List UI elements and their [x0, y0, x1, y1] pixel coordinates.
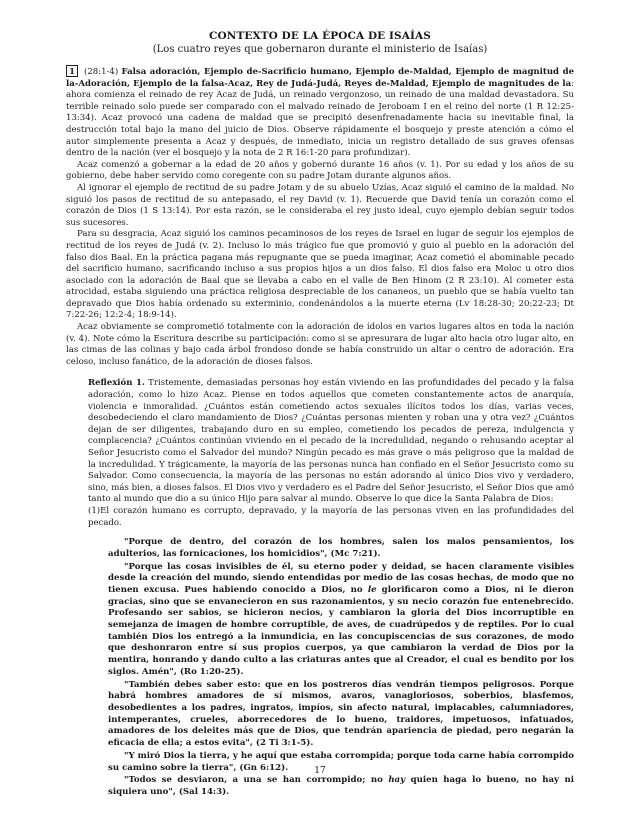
- reflection-label: Reflexión 1.: [88, 378, 145, 389]
- scripture-quote: [108, 562, 574, 679]
- reflection-point: [88, 506, 574, 529]
- quote-italic: hay: [388, 775, 406, 786]
- quote-text: "Todos se desviaron, a una se han corrompido; no: [124, 775, 389, 786]
- point-number: (1): [88, 505, 101, 516]
- reflection-paragraph: [88, 378, 574, 506]
- intro-text: : ahora comienza el reinado de rey Acaz de Judá, un reinado vergonzoso, un reinado de una maldad devastadora. Su terrible reinado solo puede ser comparado con el malvado reinado de Jeroboam I en el reino del norte (1 R 12:25-13:34). Acaz provocó una cadena de maldad que se precipitó desenfrenadamente hacia su inevitable final, la destrucción total bajo la mano del juicio de Dios. Observe rápidamente el bosquejo y preste atención a cómo el autor simplemente presenta a Acaz y después, de inmediato, inicia un registro detallado de sus graves ofensas dentro de la nación (ver el bosquejo y la nota de 2 R 16:1-20 para profundizar).: [66, 78, 574, 159]
- reflection-block: [88, 378, 574, 529]
- note-number-badge: 1: [66, 65, 78, 77]
- scripture-quote: [108, 775, 574, 798]
- page-title: CONTEXTO DE LA ÉPOCA DE ISAÍAS: [209, 30, 431, 42]
- scripture-quote: [108, 537, 574, 560]
- scripture-reference: (28:1-4): [84, 67, 122, 77]
- quote-italic: le: [367, 584, 377, 595]
- section-intro-paragraph: [66, 65, 574, 160]
- body-paragraph: Para su desgracia, Acaz siguió los caminos pecaminosos de los reyes de Israel en lugar de seguir los ejemplos de rectitud de los reyes de Judá (v. 2). Incluso lo más trágico fue que promovió y guio al pueblo en la adoración del falso dios Baal. En la práctica pagana más repugnante que se pueda imaginar, Acaz cometió el abominable pecado del sacrificio humano, sacrificando incluso a sus propios hijos a un dios falso. El dios falso era Moloc u otro dios asociado con la adoración de Baal que se llevaba a cabo en el valle de Ben Hinom (2 R 23:10). Al cometer esta atrocidad, estaba siguiendo una práctica religiosa despreciable de los cananeos, un pueblo que se había vuelto tan depravado que Dios había ordenado su exterminio, condenándolos a la muerte eterna (Lv 18:28-30; 20:22-23; Dt 7:22-26; 12:2-4; 18:9-14).: [66, 229, 574, 321]
- body-paragraph: Al ignorar el ejemplo de rectitud de su padre Jotam y de su abuelo Uzías, Acaz siguió el camino de la maldad. No siguió los pasos de rectitud de su antepasado, el rey David (v. 1). Recuerde que David tenía un corazón como el corazón de Dios (1 S 13:14). Por esta razón, se le consideraba el rey justo ideal, cuyo ejemplo debían seguir todos sus sucesores.: [66, 182, 574, 228]
- quote-text: "Porque de dentro, del corazón de los hombres, salen los malos pensamientos, los adulterios, las fornicaciones, los homicidios", (Mc 7:21).: [108, 537, 574, 559]
- quote-text: "También debes saber esto: que en los postreros días vendrán tiempos peligrosos. Porque habrá hombres amadores de sí mismos, avaros, vanagloriosos, soberbios, blasfemos, desobedientes a los padres, ingratos, impíos, sin afecto natural, implacables, calumniadores, intemperantes, crueles, aborrecedores de lo bueno, traidores, impetuosos, infatuados, amadores de los deleites más que de Dios, que tendrán apariencia de piedad, pero negarán la eficacia de ella; a estos evita", (2 Ti 3:1-5).: [108, 679, 574, 749]
- body-paragraph: Acaz comenzó a gobernar a la edad de 20 años y gobernó durante 16 años (v. 1). Por su edad y los años de su gobierno, debe haber servido como coregente con su padre Jotam durante algunos años.: [66, 159, 574, 182]
- document-page: [66, 30, 574, 799]
- quote-text: "Y miró Dios la tierra, y he aquí que estaba corrompida; porque toda carne había corrompido su camino sobre la tierra", (Gn 6:12).: [108, 750, 574, 773]
- body-paragraph: Acaz obviamente se comprometió totalmente con la adoración de ídolos en varios lugares altos en toda la nación (v. 4). Note cómo la Escritura describe su participación: como si se apresurara de lugar alto hacia otro lugar alto, en las cimas de las colinas y bajo cada árbol frondoso donde se había construido un altar o centro de adoración. Era celoso, incluso fanático, de la adoración de dioses falsos.: [66, 322, 574, 367]
- quote-text: quien haga lo bueno, no hay ni siquiera uno", (Sal 14:3).: [108, 775, 574, 797]
- quote-text: "Porque las cosas invisibles de él, su eterno poder y deidad, se hacen claramente visibles desde la creación del mundo, siendo entendidas por medio de las cosas hechas, de modo que no tienen excusa. Pues habiendo conocido a Dios, no: [108, 561, 574, 595]
- point-text: El corazón humano es corrupto, depravado, y la mayoría de las personas viven en las profundidades del pecado.: [88, 505, 574, 528]
- page-subtitle: (Los cuatro reyes que gobernaron durante el ministerio de Isaías): [152, 44, 488, 55]
- page-number: 17: [314, 766, 326, 776]
- reflection-text: Tristemente, demasiadas personas hoy están viviendo en las profundidades del pecado y la falsa adoración, como lo hizo Acaz. Piense en todos aquellos que cometen constantemente actos de anarquía, violencia e inmoralidad. ¿Cuántos están cometiendo actos sexuales ilícitos todos los días, varias veces, desobedeciendo el claro mandamiento de Dios? ¿Cuántas personas mienten y roban una y otra vez? ¿Cuántos dejan de ser diligentes, trabajando duro en su empleo, cometiendo los pecados de pereza, indulgencia y complacencia? ¿Cuántos continúan viviendo en el pecado de la incredulidad, negando o rehusando aceptar al Señor Jesucristo como el Salvador del mundo? Ningún pecado es más grave o más peligroso que la maldad de la incredulidad. Y trágicamente, la mayoría de las personas nunca han confiado en el Señor Jesucristo como su Salvador. Como consecuencia, la mayoría de las personas no están adorando al único Dios vivo y verdadero, sino, más bien, a dioses falsos. El Dios vivo y verdadero es el Padre del Señor Jesucristo, el Señor Dios que amó tanto al mundo que dio a su único Hijo para salvar al mundo. Observe lo que dice la Santa Palabra de Dios:: [88, 378, 574, 505]
- topic-keywords: Falsa adoración, Ejemplo de-Sacrificio humano, Ejemplo de-Maldad, Ejemplo de magnitud de la-Adoración, Ejemplo de la falsa-Acaz, Rey de Judá-Judá, Reyes de-Maldad, Ejemplo de magnitudes de la: [66, 67, 575, 89]
- scripture-quotes: [108, 537, 574, 798]
- quote-text: glorificaron como a Dios, ni le dieron gracias, sino que se envanecieron en sus razonamientos, y su necio corazón fue entenebrecido. Profesando ser sabios, se hicieron necios, y cambiaron la gloria del Dios incorruptible en semejanza de imagen de hombre corruptible, de aves, de cuadrúpedos y de reptiles. Por lo cual también Dios los entregó a la inmundicia, en las concupiscencias de sus corazones, de modo que deshonraron entre sí sus propios cuerpos, ya que cambiaron la verdad de Dios por la mentira, honrando y dando culto a las criaturas antes que al Creador, el cual es bendito por los siglos. Amén", (Ro 1:20-25).: [108, 584, 574, 677]
- scripture-quote: [108, 680, 574, 750]
